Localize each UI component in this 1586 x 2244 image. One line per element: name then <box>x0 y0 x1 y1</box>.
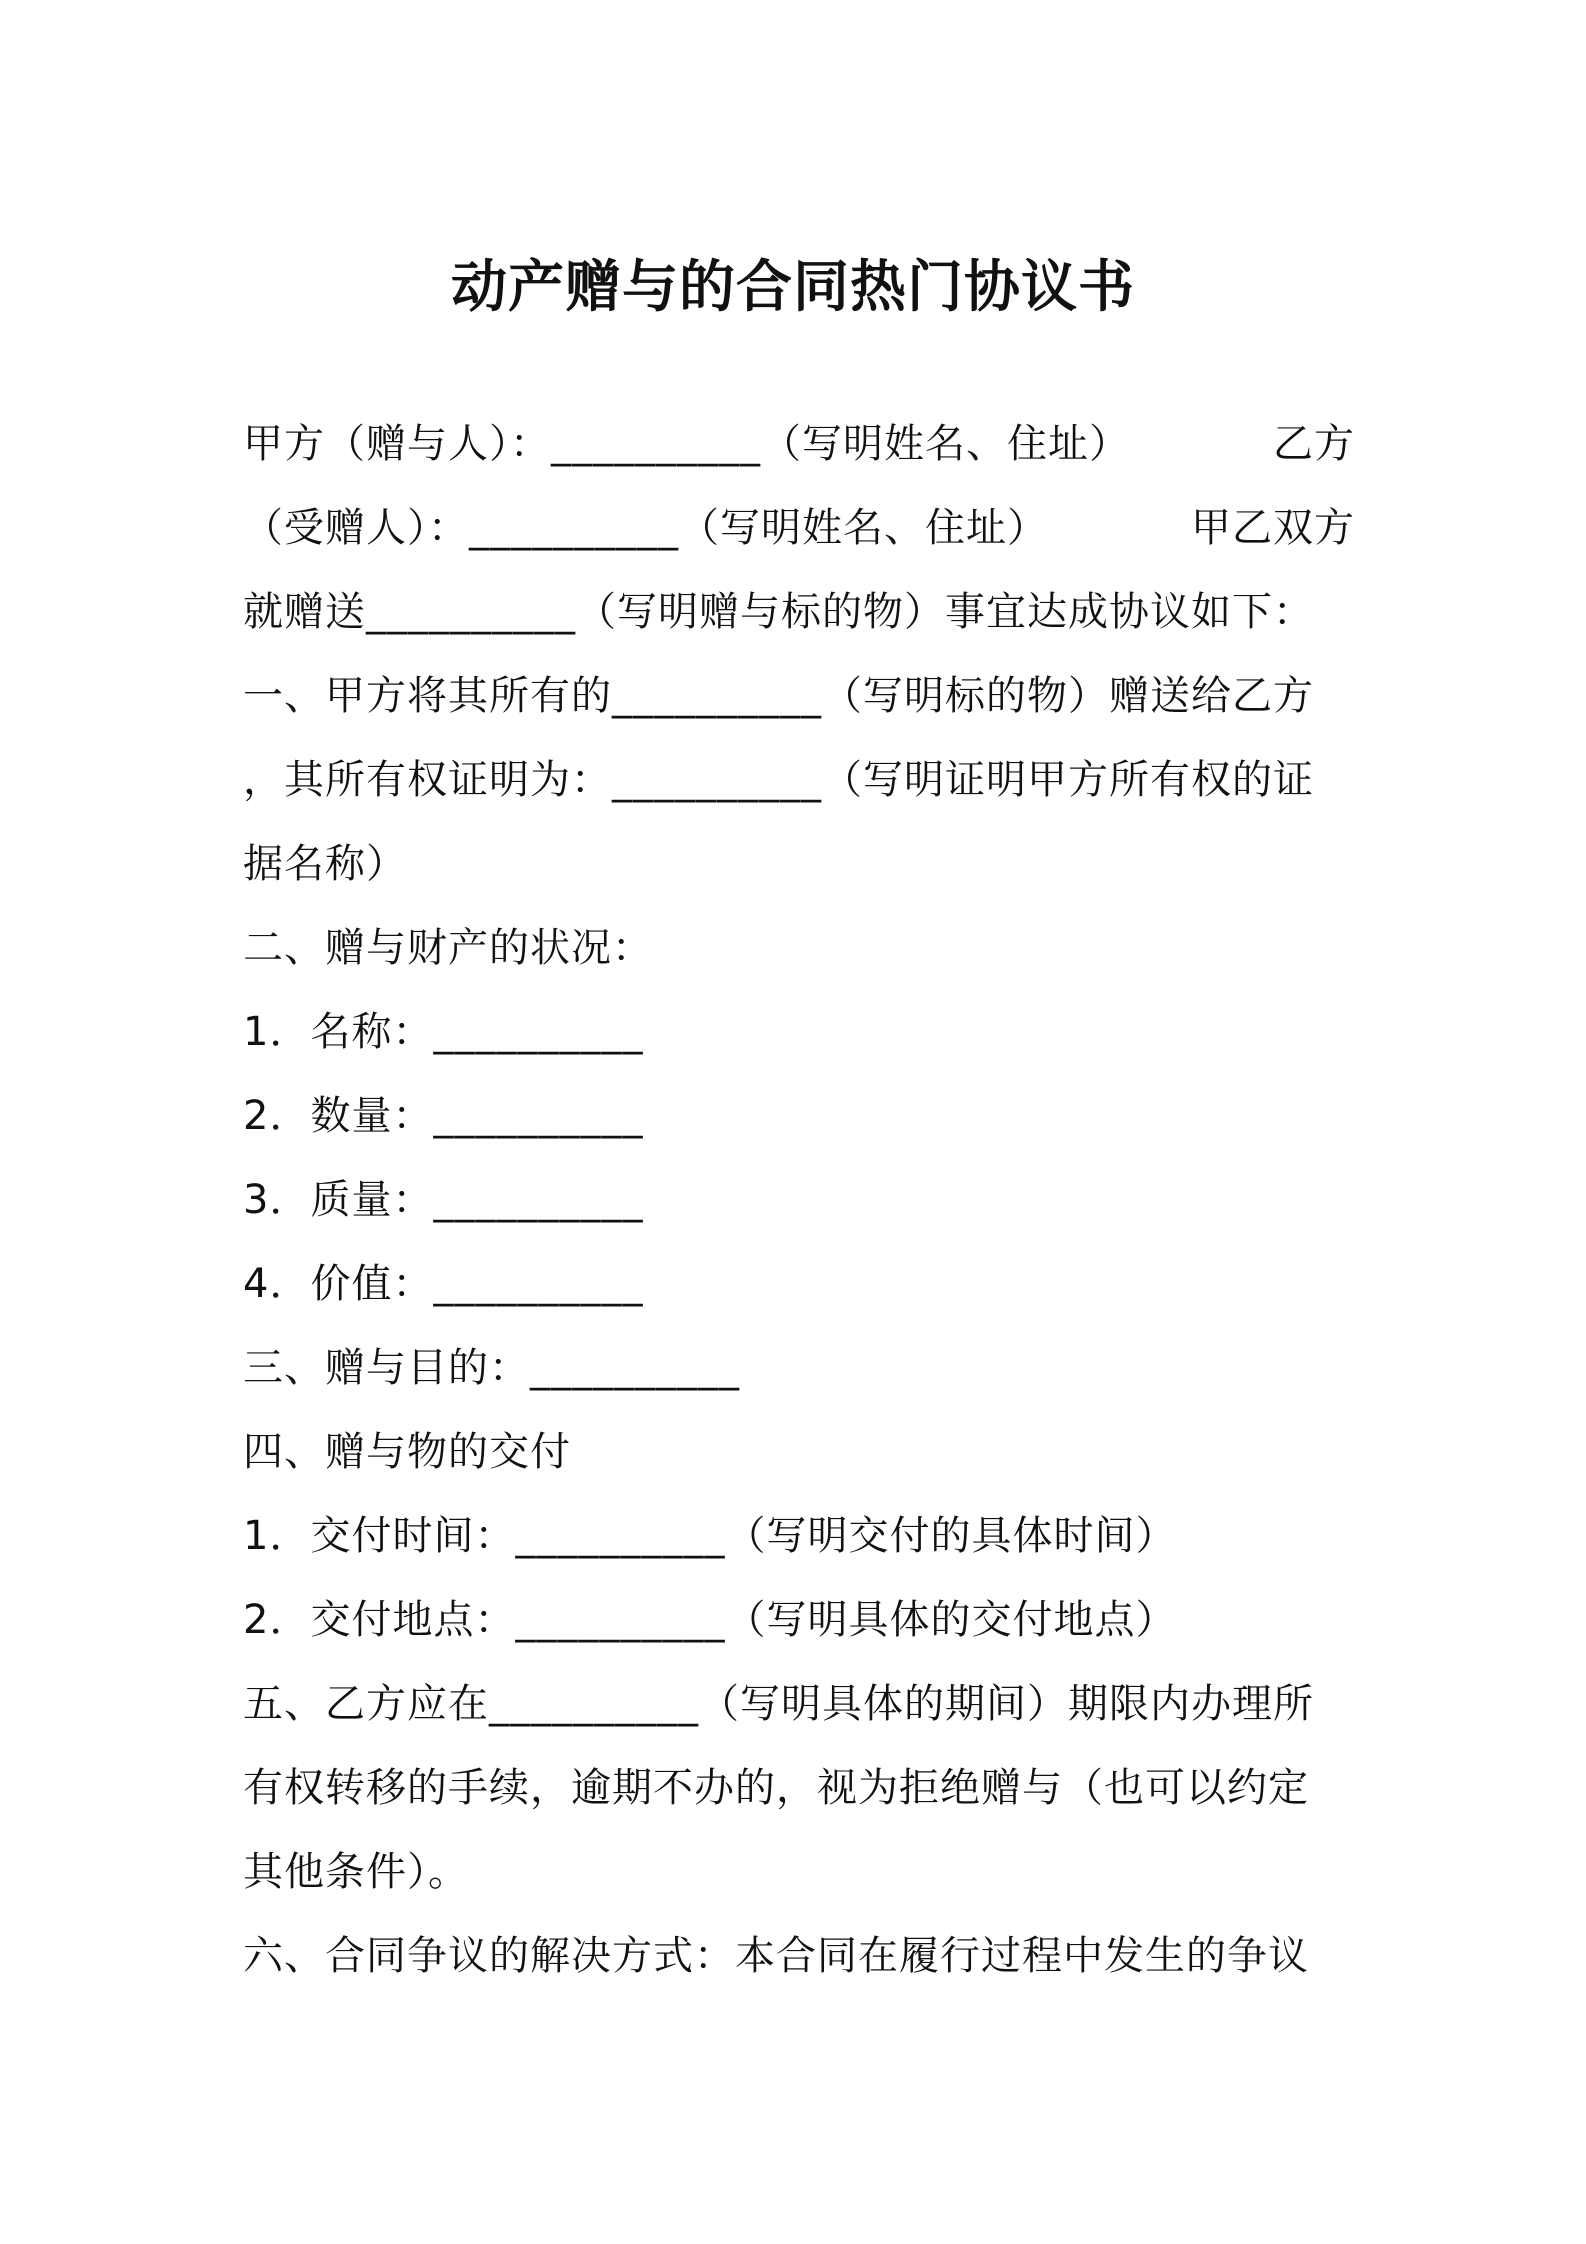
section-heading-2: 二、赠与财产的状况： <box>243 925 653 971</box>
text-line-2-right: 甲乙双方 <box>1191 505 1355 551</box>
section-5-line-3: 其他条件）。 <box>243 1849 469 1895</box>
section-5-line-2: 有权转移的手续，逾期不办的，视为拒绝赠与（也可以约定 <box>243 1765 1309 1811</box>
section-heading-3: 三、赠与目的：__________ <box>243 1345 740 1391</box>
section-6-line-1: 六、合同争议的解决方式：本合同在履行过程中发生的争议 <box>243 1933 1309 1979</box>
document-title: 动产赠与的合同热门协议书 <box>451 255 1135 320</box>
text-line-1 <box>243 402 1355 486</box>
text-line-2-left: （受赠人）：__________（写明姓名、住址） <box>243 505 1048 551</box>
document-body <box>243 402 1355 1998</box>
text-line-6: 据名称） <box>243 841 407 887</box>
delivery-place-line: 2．交付地点：__________（写明具体的交付地点） <box>243 1597 1177 1643</box>
property-quantity-line: 2．数量：__________ <box>243 1093 644 1139</box>
text-line-1-left: 甲方（赠与人）：__________（写明姓名、住址） <box>243 421 1130 467</box>
delivery-time-line: 1．交付时间：__________（写明交付的具体时间） <box>243 1513 1177 1559</box>
text-line-5: ，其所有权证明为：__________（写明证明甲方所有权的证 <box>243 757 1314 803</box>
property-quality-line: 3．质量：__________ <box>243 1177 644 1223</box>
text-line-4: 一、甲方将其所有的__________（写明标的物）赠送给乙方 <box>243 673 1314 719</box>
property-name-line: 1．名称：__________ <box>243 1009 644 1055</box>
section-heading-4: 四、赠与物的交付 <box>243 1429 571 1475</box>
text-line-1-right: 乙方 <box>1273 421 1355 467</box>
text-line-2 <box>243 486 1355 570</box>
text-line-3: 就赠送__________（写明赠与标的物）事宜达成协议如下： <box>243 589 1314 635</box>
section-5-line-1: 五、乙方应在__________（写明具体的期间）期限内办理所 <box>243 1681 1314 1727</box>
property-value-line: 4．价值：__________ <box>243 1261 644 1307</box>
